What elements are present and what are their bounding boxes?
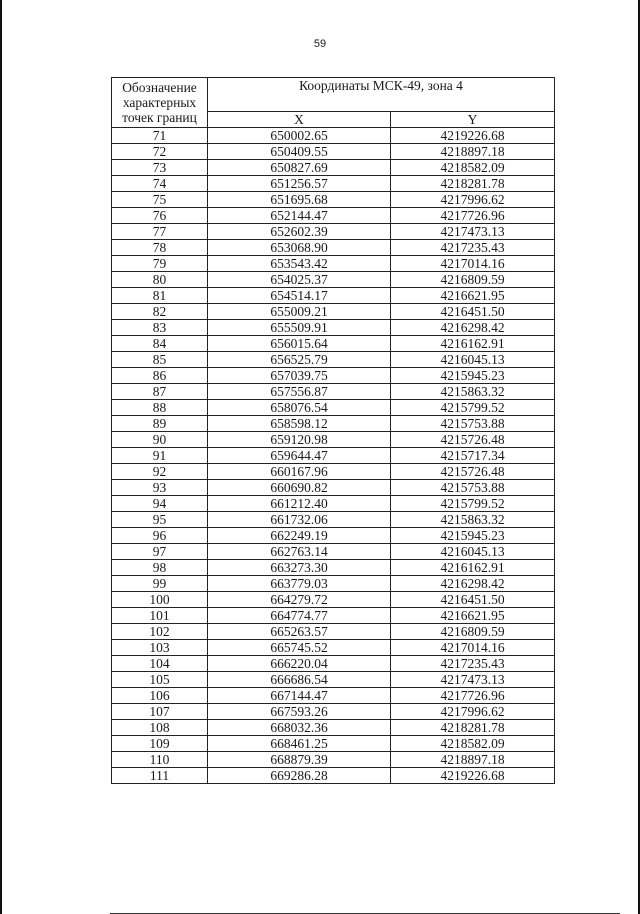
y-coordinate-cell: 4217014.16 (391, 640, 555, 656)
table-body (112, 128, 555, 784)
x-coordinate-cell: 661212.40 (208, 496, 391, 512)
table-row (112, 176, 555, 192)
table-row (112, 144, 555, 160)
x-coordinate-cell: 656015.64 (208, 336, 391, 352)
table-row (112, 240, 555, 256)
table-row (112, 336, 555, 352)
y-coordinate-cell: 4216809.59 (391, 272, 555, 288)
point-number-cell: 80 (112, 272, 208, 288)
table-row (112, 304, 555, 320)
y-coordinate-cell: 4218281.78 (391, 720, 555, 736)
point-number-cell: 95 (112, 512, 208, 528)
y-coordinate-cell: 4216298.42 (391, 576, 555, 592)
table-row (112, 544, 555, 560)
point-number-cell: 105 (112, 672, 208, 688)
point-number-cell: 104 (112, 656, 208, 672)
point-number-cell: 72 (112, 144, 208, 160)
table-row (112, 352, 555, 368)
table-row (112, 592, 555, 608)
x-coordinate-cell: 650002.65 (208, 128, 391, 144)
point-number-cell: 78 (112, 240, 208, 256)
table-row (112, 640, 555, 656)
point-number-cell: 85 (112, 352, 208, 368)
x-coordinate-cell: 663779.03 (208, 576, 391, 592)
y-coordinate-cell: 4218281.78 (391, 176, 555, 192)
table-row (112, 448, 555, 464)
scan-edge-left (0, 0, 2, 914)
table-row (112, 272, 555, 288)
y-coordinate-cell: 4218897.18 (391, 752, 555, 768)
table-row (112, 224, 555, 240)
x-coordinate-cell: 651256.57 (208, 176, 391, 192)
x-coordinate-cell: 666220.04 (208, 656, 391, 672)
x-coordinate-cell: 663273.30 (208, 560, 391, 576)
x-coordinate-cell: 664774.77 (208, 608, 391, 624)
y-coordinate-cell: 4216621.95 (391, 608, 555, 624)
point-number-cell: 108 (112, 720, 208, 736)
header-point-label: Обозначение характерных точек границ (112, 78, 208, 128)
y-coordinate-cell: 4215799.52 (391, 496, 555, 512)
table-row (112, 528, 555, 544)
table-row (112, 720, 555, 736)
point-number-cell: 82 (112, 304, 208, 320)
y-coordinate-cell: 4217996.62 (391, 704, 555, 720)
x-coordinate-cell: 659120.98 (208, 432, 391, 448)
y-coordinate-cell: 4217473.13 (391, 672, 555, 688)
x-coordinate-cell: 662249.19 (208, 528, 391, 544)
point-number-cell: 76 (112, 208, 208, 224)
point-number-cell: 81 (112, 288, 208, 304)
x-coordinate-cell: 659644.47 (208, 448, 391, 464)
x-coordinate-cell: 669286.28 (208, 768, 391, 784)
x-coordinate-cell: 656525.79 (208, 352, 391, 368)
x-coordinate-cell: 655509.91 (208, 320, 391, 336)
table-row (112, 480, 555, 496)
y-coordinate-cell: 4216045.13 (391, 544, 555, 560)
x-coordinate-cell: 650827.69 (208, 160, 391, 176)
header-coordinates-title: Координаты МСК-49, зона 4 (208, 78, 555, 112)
point-number-cell: 97 (112, 544, 208, 560)
y-coordinate-cell: 4215945.23 (391, 368, 555, 384)
table-row (112, 128, 555, 144)
x-coordinate-cell: 665263.57 (208, 624, 391, 640)
table-row (112, 688, 555, 704)
y-coordinate-cell: 4215753.88 (391, 416, 555, 432)
x-coordinate-cell: 652144.47 (208, 208, 391, 224)
y-coordinate-cell: 4218582.09 (391, 736, 555, 752)
point-number-cell: 102 (112, 624, 208, 640)
x-coordinate-cell: 661732.06 (208, 512, 391, 528)
table-row (112, 576, 555, 592)
table-row (112, 512, 555, 528)
x-coordinate-cell: 658076.54 (208, 400, 391, 416)
point-number-cell: 77 (112, 224, 208, 240)
table-row (112, 608, 555, 624)
point-number-cell: 109 (112, 736, 208, 752)
point-number-cell: 91 (112, 448, 208, 464)
point-number-cell: 96 (112, 528, 208, 544)
point-number-cell: 94 (112, 496, 208, 512)
table-row (112, 208, 555, 224)
y-coordinate-cell: 4216451.50 (391, 304, 555, 320)
point-number-cell: 86 (112, 368, 208, 384)
x-coordinate-cell: 660690.82 (208, 480, 391, 496)
y-coordinate-cell: 4216621.95 (391, 288, 555, 304)
y-coordinate-cell: 4217996.62 (391, 192, 555, 208)
coordinates-table (111, 77, 555, 784)
table-row (112, 560, 555, 576)
x-coordinate-cell: 653543.42 (208, 256, 391, 272)
x-coordinate-cell: 654514.17 (208, 288, 391, 304)
y-coordinate-cell: 4215799.52 (391, 400, 555, 416)
table-row (112, 704, 555, 720)
point-number-cell: 73 (112, 160, 208, 176)
y-coordinate-cell: 4216298.42 (391, 320, 555, 336)
x-coordinate-cell: 668461.25 (208, 736, 391, 752)
point-number-cell: 100 (112, 592, 208, 608)
page-number: 59 (313, 38, 327, 50)
y-coordinate-cell: 4218582.09 (391, 160, 555, 176)
y-coordinate-cell: 4215726.48 (391, 464, 555, 480)
point-number-cell: 75 (112, 192, 208, 208)
x-coordinate-cell: 658598.12 (208, 416, 391, 432)
point-number-cell: 93 (112, 480, 208, 496)
y-coordinate-cell: 4215717.34 (391, 448, 555, 464)
point-number-cell: 106 (112, 688, 208, 704)
table-row (112, 368, 555, 384)
y-coordinate-cell: 4215863.32 (391, 384, 555, 400)
table-row (112, 256, 555, 272)
x-coordinate-cell: 665745.52 (208, 640, 391, 656)
header-x: X (208, 112, 391, 128)
y-coordinate-cell: 4215753.88 (391, 480, 555, 496)
y-coordinate-cell: 4216451.50 (391, 592, 555, 608)
table-row (112, 736, 555, 752)
table-row (112, 416, 555, 432)
x-coordinate-cell: 667144.47 (208, 688, 391, 704)
point-number-cell: 103 (112, 640, 208, 656)
y-coordinate-cell: 4217726.96 (391, 688, 555, 704)
y-coordinate-cell: 4217473.13 (391, 224, 555, 240)
point-number-cell: 92 (112, 464, 208, 480)
y-coordinate-cell: 4217235.43 (391, 656, 555, 672)
x-coordinate-cell: 653068.90 (208, 240, 391, 256)
point-number-cell: 111 (112, 768, 208, 784)
y-coordinate-cell: 4217235.43 (391, 240, 555, 256)
x-coordinate-cell: 654025.37 (208, 272, 391, 288)
y-coordinate-cell: 4215945.23 (391, 528, 555, 544)
x-coordinate-cell: 660167.96 (208, 464, 391, 480)
x-coordinate-cell: 650409.55 (208, 144, 391, 160)
point-number-cell: 88 (112, 400, 208, 416)
x-coordinate-cell: 655009.21 (208, 304, 391, 320)
y-coordinate-cell: 4215863.32 (391, 512, 555, 528)
x-coordinate-cell: 652602.39 (208, 224, 391, 240)
x-coordinate-cell: 657556.87 (208, 384, 391, 400)
x-coordinate-cell: 668879.39 (208, 752, 391, 768)
table-row (112, 384, 555, 400)
table-row (112, 752, 555, 768)
table-row (112, 192, 555, 208)
point-number-cell: 107 (112, 704, 208, 720)
point-number-cell: 83 (112, 320, 208, 336)
y-coordinate-cell: 4216809.59 (391, 624, 555, 640)
table-row (112, 432, 555, 448)
x-coordinate-cell: 662763.14 (208, 544, 391, 560)
point-number-cell: 74 (112, 176, 208, 192)
table-row (112, 400, 555, 416)
y-coordinate-cell: 4218897.18 (391, 144, 555, 160)
table-row (112, 160, 555, 176)
point-number-cell: 84 (112, 336, 208, 352)
table-row (112, 464, 555, 480)
point-number-cell: 87 (112, 384, 208, 400)
point-number-cell: 98 (112, 560, 208, 576)
table-row (112, 320, 555, 336)
y-coordinate-cell: 4216045.13 (391, 352, 555, 368)
point-number-cell: 110 (112, 752, 208, 768)
y-coordinate-cell: 4215726.48 (391, 432, 555, 448)
point-number-cell: 79 (112, 256, 208, 272)
table-row (112, 672, 555, 688)
point-number-cell: 89 (112, 416, 208, 432)
x-coordinate-cell: 667593.26 (208, 704, 391, 720)
x-coordinate-cell: 664279.72 (208, 592, 391, 608)
table-row (112, 288, 555, 304)
x-coordinate-cell: 666686.54 (208, 672, 391, 688)
y-coordinate-cell: 4219226.68 (391, 768, 555, 784)
point-number-cell: 90 (112, 432, 208, 448)
point-number-cell: 71 (112, 128, 208, 144)
y-coordinate-cell: 4216162.91 (391, 336, 555, 352)
point-number-cell: 101 (112, 608, 208, 624)
table-row (112, 624, 555, 640)
table-row (112, 656, 555, 672)
x-coordinate-cell: 651695.68 (208, 192, 391, 208)
table-row (112, 768, 555, 784)
y-coordinate-cell: 4216162.91 (391, 560, 555, 576)
y-coordinate-cell: 4219226.68 (391, 128, 555, 144)
x-coordinate-cell: 668032.36 (208, 720, 391, 736)
y-coordinate-cell: 4217726.96 (391, 208, 555, 224)
x-coordinate-cell: 657039.75 (208, 368, 391, 384)
y-coordinate-cell: 4217014.16 (391, 256, 555, 272)
point-number-cell: 99 (112, 576, 208, 592)
table-row (112, 496, 555, 512)
header-y: Y (391, 112, 555, 128)
